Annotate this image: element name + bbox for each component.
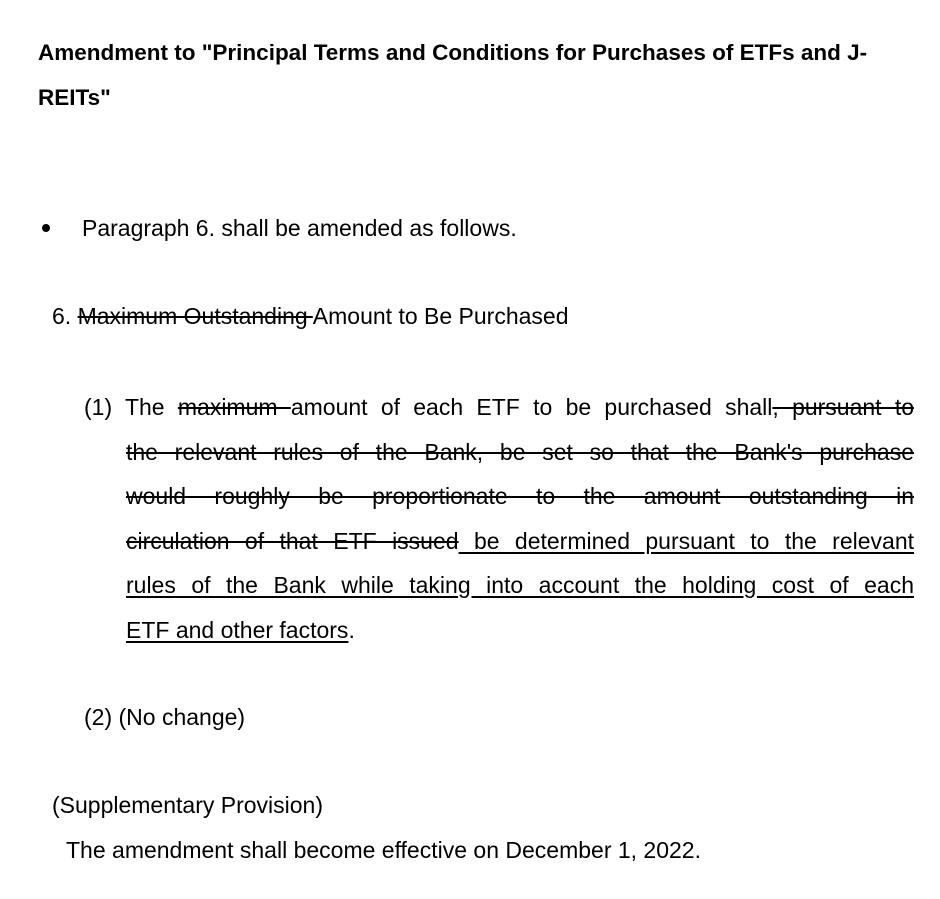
deleted-text: would roughly be proportionate to the amount outstanding in bbox=[126, 483, 914, 509]
item-1-label: (1) The bbox=[84, 394, 178, 420]
inserted-text: rules of the Bank while taking into account the holding cost of each bbox=[126, 572, 914, 598]
item-1-line-4 bbox=[126, 519, 914, 564]
item-1-line-1 bbox=[84, 385, 914, 430]
inserted-text: be determined pursuant to the relevant bbox=[458, 527, 914, 554]
item-1-line-3 bbox=[126, 474, 914, 519]
document-title: Amendment to "Principal Terms and Conditions for Purchases of ETFs and J-REITs" bbox=[38, 40, 868, 110]
item-2: (2) (No change) bbox=[84, 704, 246, 730]
deleted-text: maximum bbox=[177, 394, 291, 420]
item-1-paragraph bbox=[84, 385, 914, 652]
deleted-text: circulation of that ETF issued bbox=[126, 527, 459, 554]
deleted-text: , pursuant to bbox=[772, 394, 914, 420]
deleted-text: Maximum Outstanding bbox=[77, 303, 313, 329]
item-1-line-2 bbox=[126, 430, 914, 475]
section-6-heading bbox=[52, 296, 569, 336]
item-1-text: amount of each ETF to be purchased shall bbox=[290, 394, 773, 420]
bullet-text: Paragraph 6. shall be amended as follows. bbox=[82, 215, 517, 241]
section-title: Amount to Be Purchased bbox=[312, 303, 569, 329]
section-number: 6. bbox=[52, 303, 78, 329]
item-1-line-5 bbox=[126, 563, 914, 608]
supplementary-text: The amendment shall become effective on December 1, 2022. bbox=[66, 837, 701, 863]
item-1-end: . bbox=[348, 616, 355, 643]
deleted-text: the relevant rules of the Bank, be set so that the Bank's purchase bbox=[126, 438, 914, 465]
bullet-dot-icon bbox=[42, 224, 50, 232]
supplementary-heading: (Supplementary Provision) bbox=[52, 792, 324, 818]
item-1-line-6 bbox=[126, 608, 914, 653]
inserted-text: ETF and other factors bbox=[126, 616, 349, 643]
